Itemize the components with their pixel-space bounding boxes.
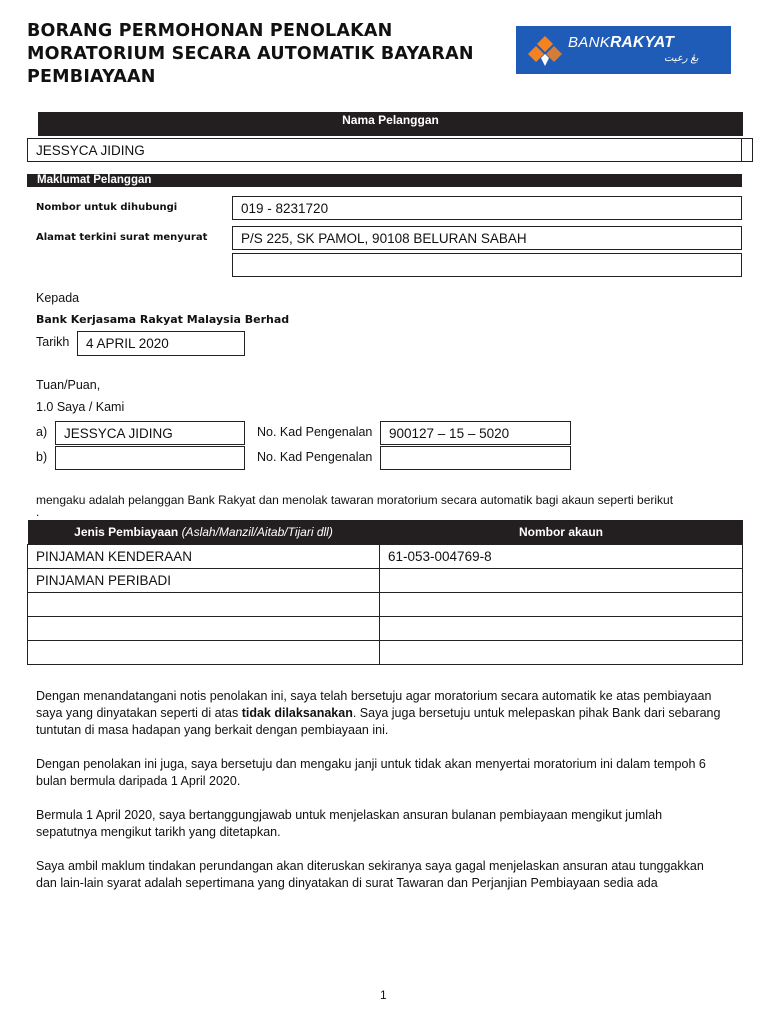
- date-value: 4 APRIL 2020: [86, 336, 169, 351]
- address-field-line-1[interactable]: [232, 226, 742, 250]
- financing-type-cell[interactable]: [28, 617, 380, 641]
- bank-rakyat-logo-mark-icon: [528, 34, 562, 68]
- financing-type-header-label: Jenis Pembiayaan: [74, 525, 179, 539]
- financing-type-cell[interactable]: PINJAMAN KENDERAAN: [28, 545, 380, 569]
- logo-jawi-text: بڠ رعيت: [664, 53, 699, 64]
- financing-type-cell[interactable]: PINJAMAN PERIBADI: [28, 569, 380, 593]
- account-number-cell[interactable]: [380, 617, 743, 641]
- financing-type-header-note: (Aslah/Manzil/Aitab/Tijari dll): [181, 525, 333, 539]
- financing-type-cell[interactable]: [28, 593, 380, 617]
- applicant-a-name: JESSYCA JIDING: [64, 425, 173, 441]
- bank-name: Bank Kerjasama Rakyat Malaysia Berhad: [36, 313, 290, 326]
- acknowledgement-statement: mengaku adalah pelanggan Bank Rakyat dan menolak tawaran moratorium secara automatik bagi akaun seperti berikut: [36, 493, 674, 507]
- form-title-line-3: PEMBIAYAAN: [27, 67, 156, 87]
- customer-name-value: JESSYCA JIDING: [36, 142, 145, 158]
- date-label: Tarikh: [36, 335, 70, 349]
- financing-type-header: [28, 520, 380, 545]
- applicant-b-name-field[interactable]: [55, 446, 245, 470]
- to-label: Kepada: [36, 291, 80, 305]
- account-number-header: Nombor akaun: [380, 520, 743, 545]
- accounts-table: [27, 520, 743, 665]
- salutation: Tuan/Puan,: [36, 378, 101, 392]
- table-row: [28, 545, 743, 569]
- account-number-cell[interactable]: 61-053-004769-8: [380, 545, 743, 569]
- applicant-a-name-field[interactable]: [55, 421, 245, 445]
- form-title-line-1: BORANG PERMOHONAN PENOLAKAN: [27, 21, 393, 41]
- applicant-a-ic-label: No. Kad Pengenalan: [257, 425, 373, 439]
- form-title-line-2: MORATORIUM SECARA AUTOMATIK BAYARAN: [27, 44, 474, 64]
- table-row: [28, 617, 743, 641]
- phone-value: 019 - 8231720: [241, 200, 329, 216]
- terms-paragraph-2: Dengan penolakan ini juga, saya bersetuju dan mengaku janji untuk tidak akan menyertai moratorium ini dalam tempoh 6 bulan bermula daripada 1 April 2020.: [36, 757, 706, 788]
- applicant-a-label: a): [36, 425, 48, 439]
- customer-info-header: Maklumat Pelanggan: [27, 174, 742, 187]
- applicant-b-ic-label: No. Kad Pengenalan: [257, 450, 373, 464]
- phone-label: Nombor untuk dihubungi: [36, 202, 178, 213]
- accounts-table-header: [28, 520, 743, 545]
- account-number-cell[interactable]: [380, 569, 743, 593]
- phone-field[interactable]: [232, 196, 742, 220]
- table-row: [28, 569, 743, 593]
- financing-type-cell[interactable]: [28, 641, 380, 665]
- applicant-b-label: b): [36, 450, 48, 464]
- page-number: 1: [380, 988, 387, 1002]
- address-line-1-value: P/S 225, SK PAMOL, 90108 BELURAN SABAH: [241, 230, 527, 246]
- customer-name-field[interactable]: [27, 138, 742, 162]
- table-row: [28, 593, 743, 617]
- account-number-cell[interactable]: [380, 593, 743, 617]
- form-title: [27, 20, 474, 89]
- applicant-a-ic-field[interactable]: [380, 421, 571, 445]
- name-field-end-cell: [740, 138, 753, 162]
- statement-continuation: .: [36, 505, 40, 519]
- table-row: [28, 641, 743, 665]
- terms-paragraph-3: Bermula 1 April 2020, saya bertanggungjawab untuk menjelaskan ansuran bulanan pembiayaan mengikut jumlah sepatutnya mengikut tarikh yang ditetapkan.: [36, 808, 663, 839]
- terms-paragraph-1: Dengan menandatangani notis penolakan ini, saya telah bersetuju agar moratorium secara automatik ke atas pembiayaan saya yang dinyatakan seperti di atas tidak dilaksanakan. Saya juga bersetuju untuk melepaskan pihak Bank dari sebarang tuntutan di masa hadapan yang berkait dengan pembiayaan ini.: [36, 689, 721, 737]
- applicant-b-ic-field[interactable]: [380, 446, 571, 470]
- section-heading: 1.0 Saya / Kami: [36, 400, 125, 414]
- logo-wordmark: BANKRAKYAT: [568, 34, 675, 51]
- date-field[interactable]: [77, 331, 245, 356]
- applicant-a-ic: 900127 – 15 – 5020: [389, 425, 510, 441]
- address-label: Alamat terkini surat menyurat: [36, 232, 208, 243]
- customer-name-header: Nama Pelanggan: [38, 112, 743, 136]
- bank-rakyat-logo: [516, 26, 731, 74]
- address-field-line-2[interactable]: [232, 253, 742, 277]
- account-number-cell[interactable]: [380, 641, 743, 665]
- terms-paragraph-4: Saya ambil maklum tindakan perundangan akan diteruskan sekiranya saya gagal menjelaskan ansuran atau tunggakkan dan lain-lain syarat adalah sepertimana yang dinyatakan di surat Tawaran dan Perjanjian Pembiayaan sedia ada: [36, 859, 704, 890]
